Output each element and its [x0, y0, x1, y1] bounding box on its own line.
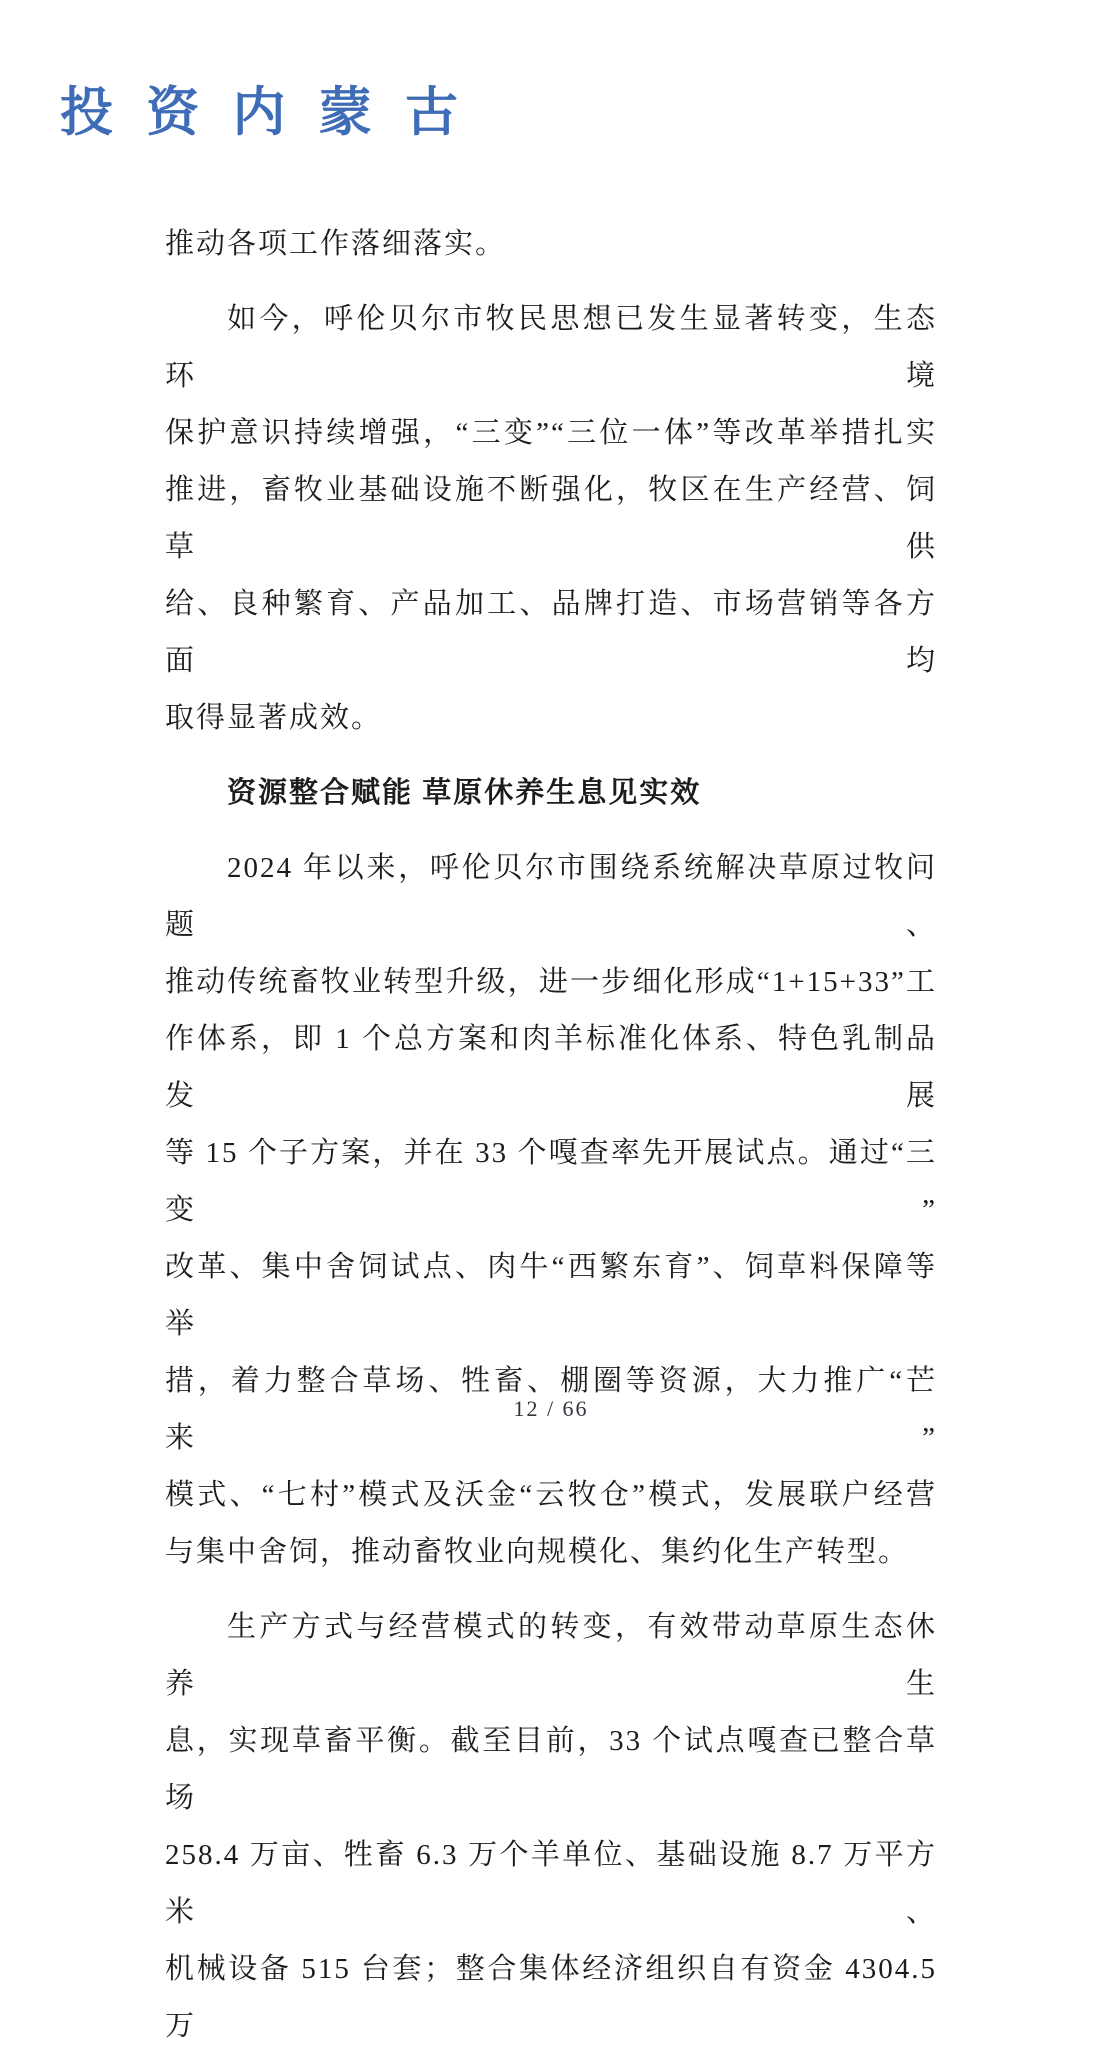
text-line: 等 15 个子方案，并在 33 个嘎查率先开展试点。通过“三变” [165, 1137, 937, 1226]
text-line: 推动各项工作落细落实。 [165, 228, 507, 260]
para-continuation [165, 216, 937, 273]
page-number: 12 / 66 [513, 1396, 589, 1421]
para-work-system [165, 840, 937, 1581]
text-line: 改革、集中舍饲试点、肉牛“西繁东育”、饲草料保障等举 [165, 1251, 937, 1340]
text-line: 推进，畜牧业基础设施不断强化，牧区在生产经营、饲草供 [165, 474, 937, 563]
text-line: 息，实现草畜平衡。截至目前，33 个试点嘎查已整合草场 [165, 1725, 937, 1814]
text-line: 机械设备 515 台套；整合集体经济组织自有资金 4304.5 万 [165, 1953, 937, 2042]
text-line: 如今，呼伦贝尔市牧民思想已发生显著转变，生态环境 [165, 303, 937, 392]
text-line: 258.4 万亩、牲畜 6.3 万个羊单位、基础设施 8.7 万平方米、 [165, 1839, 937, 1928]
text-line: 作体系，即 1 个总方案和肉羊标准化体系、特色乳制品发展 [165, 1023, 937, 1112]
text-line: 保护意识持续增强，“三变”“三位一体”等改革举措扎实 [165, 417, 937, 449]
text-line: 资源整合赋能 草原休养生息见实效 [227, 777, 702, 809]
text-line: 给、良种繁育、产品加工、品牌打造、市场营销等各方面均 [165, 588, 937, 677]
text-line: 模式、“七村”模式及沃金“云牧仓”模式，发展联户经营 [165, 1479, 937, 1511]
text-line: 2024 年以来，呼伦贝尔市围绕系统解决草原过牧问题、 [165, 852, 937, 941]
para-subtitle [165, 765, 937, 822]
text-line: 推动传统畜牧业转型升级，进一步细化形成“1+15+33”工 [165, 966, 937, 998]
footer [0, 1394, 1102, 1424]
text-line: 生产方式与经营模式的转变，有效带动草原生态休养生 [165, 1611, 937, 1700]
page-title: 投 资 内 蒙 古 [60, 84, 463, 142]
document-body [165, 216, 937, 2055]
para-reform-achievements [165, 291, 937, 747]
text-line: 与集中舍饲，推动畜牧业向规模化、集约化生产转型。 [165, 1536, 910, 1568]
para-integration-results [165, 1599, 937, 2055]
text-line: 措，着力整合草场、牲畜、棚圈等资源，大力推广“芒来” [165, 1365, 937, 1454]
text-line: 取得显著成效。 [165, 702, 383, 734]
